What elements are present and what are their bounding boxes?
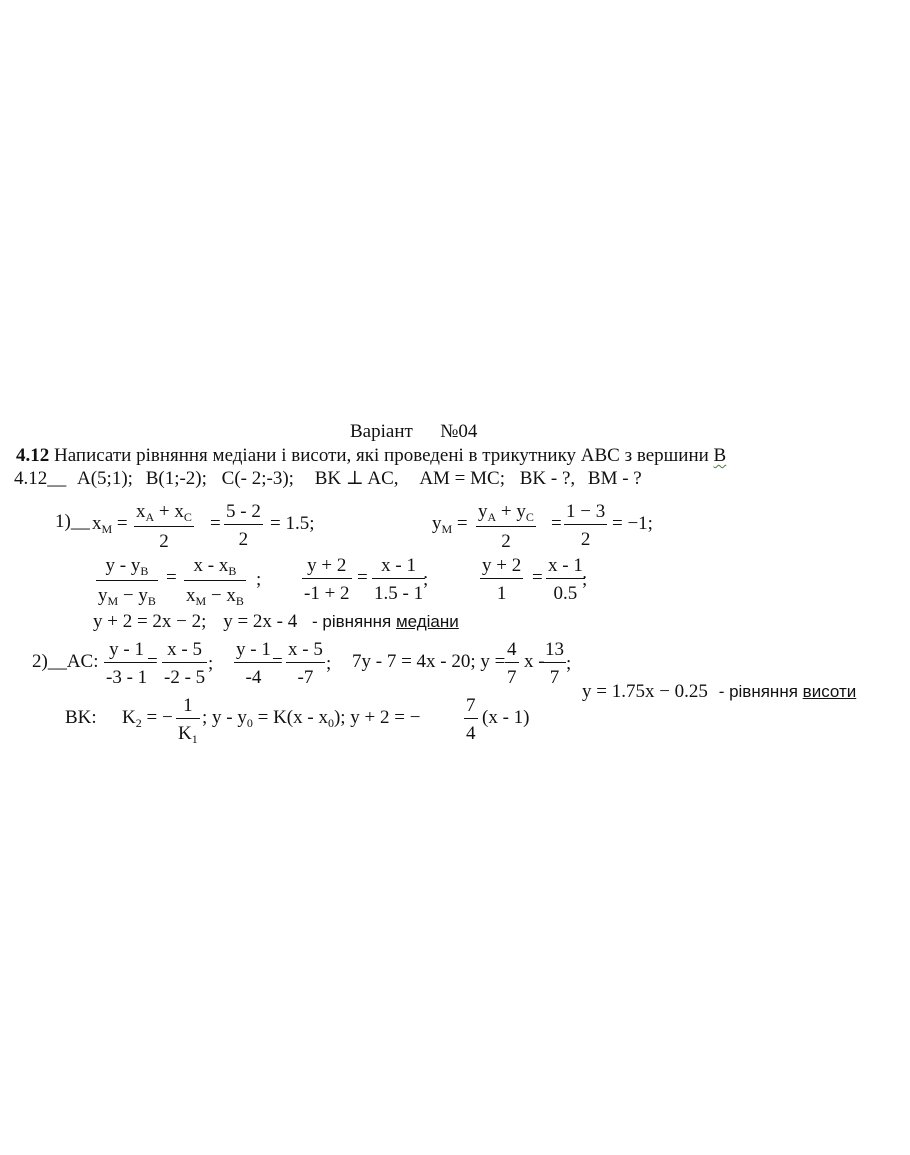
line-frac-2: $\frac{x - x_B}{x_M - x_B}$ [186, 555, 244, 608]
ym-fraction-values: $\frac{1 - 3}{2}$ [566, 501, 606, 550]
ac-frac-4: $\frac{x - 5}{-7}$ [288, 639, 323, 688]
line-semi-1: ; [256, 569, 262, 590]
point-b: B(1;-2); [145, 468, 207, 489]
ym-lhs: $y_M$ = [432, 513, 468, 536]
line-eq-1: = [166, 567, 177, 588]
ac-semi-1: ; [208, 653, 214, 674]
xm-eq2: = [210, 513, 221, 534]
ac-frac-2: $\frac{x - 5}{-2 - 5}$ [164, 639, 206, 688]
line-eq-2: = [357, 567, 368, 588]
variant-number: №04 [440, 421, 478, 442]
line-eq-3: = [532, 567, 543, 588]
median-word: медіани [395, 612, 459, 631]
step1-label: 1)__ [55, 511, 90, 532]
ac-frac-3: $\frac{y - 1}{-4}$ [236, 639, 271, 688]
given-blank: __ [47, 468, 67, 489]
median-eq2: y = 2x - 4 [223, 611, 298, 632]
altitude-dash: - рівняння [718, 682, 798, 701]
ac-semi-3: ; [566, 653, 572, 674]
problem-text: Написати рівняння медіани і висоти, які проведені в трикутнику АВС з вершини [54, 445, 709, 466]
bk-k2: $K_2$ = − [122, 707, 173, 730]
ac-frac-1: $\frac{y - 1}{-3 - 1}$ [106, 639, 148, 688]
line-frac-3: $\frac{y + 2}{-1 + 2}$ [304, 555, 350, 604]
ac-x-minus: x - [524, 651, 545, 672]
xm-fraction-values: $\frac{5 - 2}{2}$ [226, 501, 261, 550]
median-result [93, 612, 459, 631]
bk-frac-74: $\frac{7}{4}$ [466, 695, 476, 744]
line-frac-6: $\frac{x - 1}{0.5}$ [548, 555, 583, 604]
given-line [14, 469, 642, 488]
problem-number: 4.12 [16, 445, 50, 466]
line-semi-3: ; [582, 569, 588, 590]
xm-fraction: $\frac{x_A + x_C}{2}$ [136, 501, 192, 552]
line-frac-1: $\frac{y - y_B}{y_M - y_B}$ [98, 555, 156, 608]
ac-frac-6: $\frac{13}{7}$ [545, 639, 564, 688]
line-frac-5: $\frac{y + 2}{1}$ [482, 555, 522, 604]
xm-result: = 1.5; [270, 513, 315, 534]
problem-vertex: В [713, 445, 727, 466]
altitude-eq: y = 1.75x − 0.25 [582, 681, 708, 702]
given-number: 4.12 [14, 468, 48, 489]
ac-eq-2: = [272, 651, 283, 672]
bk-label: BK: [65, 707, 97, 728]
given-am-mc: AM = MC; [419, 468, 505, 489]
ym-eq2: = [551, 513, 562, 534]
given-bm-q: BM - ? [587, 468, 642, 489]
bk-frac-k: $\frac{1}{K_1}$ [178, 695, 198, 746]
altitude-word: висоти [802, 682, 857, 701]
given-bk-q: BK - ?, [519, 468, 576, 489]
line-semi-2: ; [423, 569, 429, 590]
line-frac-4: $\frac{x - 1}{1.5 - 1}$ [374, 555, 424, 604]
step2-label: 2)__AC: [32, 651, 99, 672]
median-eq1: y + 2 = 2x − 2; [93, 611, 207, 632]
ym-fraction: $\frac{y_A + y_C}{2}$ [478, 501, 534, 552]
bk-tail: (x - 1) [482, 707, 530, 728]
ac-linear: 7y - 7 = 4x - 20; y = [352, 651, 506, 672]
ac-eq-1: = [147, 651, 158, 672]
median-dash: - рівняння [311, 612, 392, 631]
xm-lhs: $x_M$ = [92, 513, 128, 536]
ac-semi-2: ; [326, 653, 332, 674]
variant-label: Варіант [350, 421, 413, 442]
problem-statement [16, 446, 726, 465]
variant-title [350, 422, 477, 441]
given-bk-perp: BK ⊥ AC, [314, 468, 399, 489]
point-a: A(5;1); [77, 468, 133, 489]
ym-result: = −1; [612, 513, 653, 534]
bk-point-form: ; $y - y_0 = K(x - x_0)$; y + 2 = − [202, 707, 421, 730]
point-c: C(- 2;-3); [221, 468, 294, 489]
altitude-result [582, 682, 856, 701]
ac-frac-5: $\frac{4}{7}$ [507, 639, 517, 688]
